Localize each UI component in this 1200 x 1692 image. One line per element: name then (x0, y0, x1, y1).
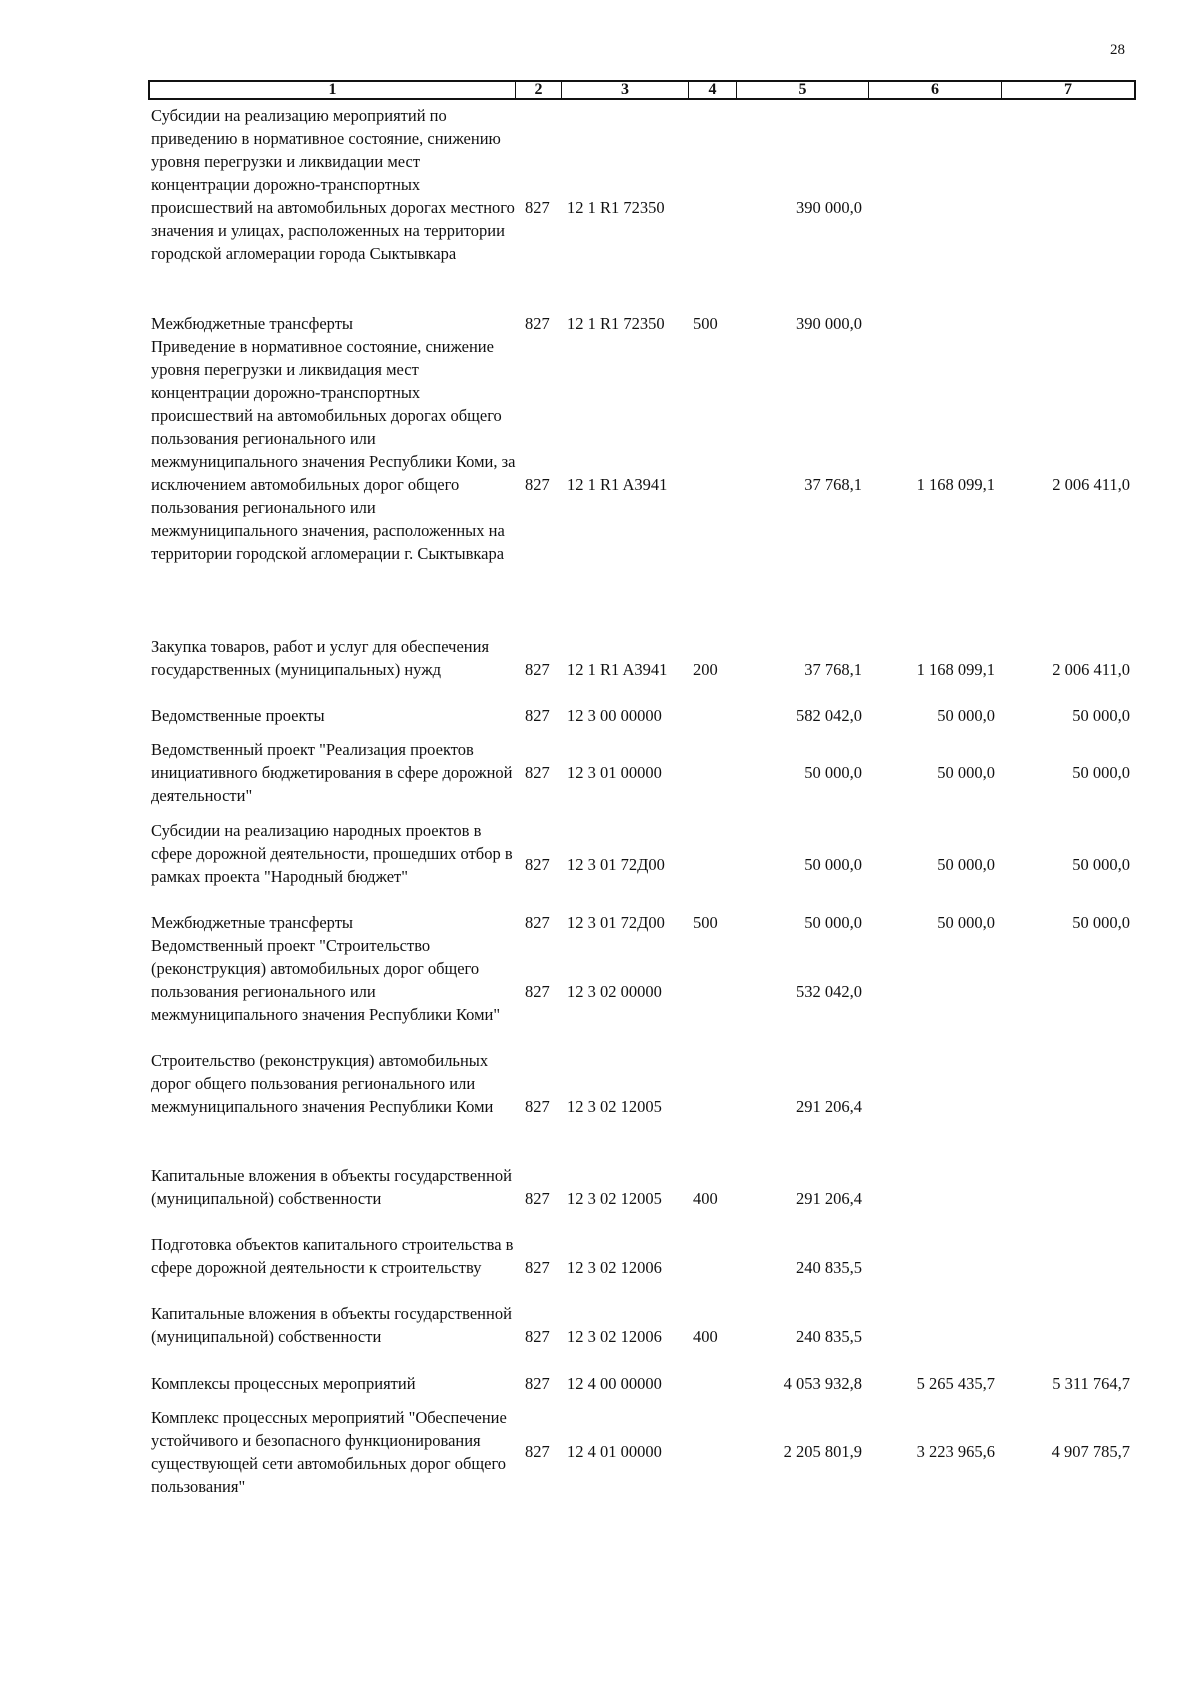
row-code: 827 (525, 660, 550, 679)
row-code: 827 (525, 1097, 550, 1116)
column-header-2: 2 (516, 82, 562, 98)
row-code: 827 (525, 1258, 550, 1277)
row-value-6: 3 223 965,6 (916, 1442, 995, 1461)
row-value-5: 390 000,0 (796, 314, 862, 333)
row-expense-type: 200 (693, 660, 718, 679)
row-value-5: 50 000,0 (804, 913, 862, 932)
row-code: 827 (525, 198, 550, 217)
row-value-5: 50 000,0 (804, 855, 862, 874)
row-target-article: 12 3 02 12005 (567, 1097, 662, 1116)
row-target-article: 12 1 R1 72350 (567, 314, 665, 333)
row-code: 827 (525, 1189, 550, 1208)
row-code: 827 (525, 475, 550, 494)
row-target-article: 12 3 01 00000 (567, 763, 662, 782)
row-value-6: 1 168 099,1 (916, 475, 995, 494)
row-code: 827 (525, 913, 550, 932)
row-code: 827 (525, 763, 550, 782)
row-value-6: 1 168 099,1 (916, 660, 995, 679)
row-code: 827 (525, 1327, 550, 1346)
row-target-article: 12 1 R1 72350 (567, 198, 665, 217)
row-value-6: 50 000,0 (937, 913, 995, 932)
row-code: 827 (525, 1374, 550, 1393)
row-name: Межбюджетные трансферты (151, 314, 354, 333)
row-value-5: 37 768,1 (804, 660, 862, 679)
row-value-7: 50 000,0 (1072, 763, 1130, 782)
row-name: Приведение в нормативное состояние, снижение уровня перегрузки и ликвидация мест концентрации дорожно-транспортных происшествий на автомобильных дорогах общего пользования регионального или межмуниципального значения Республики Коми, за исключением автомобильных дорог общего пользования регионального или межмуниципального значения, расположенных на территории городской агломерации г. Сыктывкара (151, 337, 516, 563)
row-code: 827 (525, 1442, 550, 1461)
row-value-7: 2 006 411,0 (1052, 660, 1130, 679)
row-target-article: 12 3 02 12005 (567, 1189, 662, 1208)
row-target-article: 12 1 R1 A3941 (567, 475, 668, 494)
row-value-7: 50 000,0 (1072, 855, 1130, 874)
column-header-7: 7 (1064, 81, 1072, 98)
row-value-6: 50 000,0 (937, 855, 995, 874)
table-header (148, 80, 1136, 100)
row-value-5: 4 053 932,8 (783, 1374, 862, 1393)
row-name: Межбюджетные трансферты (151, 913, 354, 932)
row-expense-type: 400 (693, 1189, 718, 1208)
row-value-6: 5 265 435,7 (916, 1374, 995, 1393)
column-header-5: 5 (737, 82, 869, 98)
row-name: Строительство (реконструкция) автомобильных дорог общего пользования регионального или межмуниципального значения Республики Коми (151, 1051, 494, 1116)
row-target-article: 12 3 00 00000 (567, 706, 662, 725)
row-name: Закупка товаров, работ и услуг для обеспечения государственных (муниципальных) нужд (151, 637, 490, 679)
row-value-5: 37 768,1 (804, 475, 862, 494)
page-number: 28 (1110, 42, 1125, 58)
column-header-6: 6 (869, 82, 1002, 98)
row-value-5: 240 835,5 (796, 1327, 862, 1346)
row-name: Комплексы процессных мероприятий (151, 1374, 416, 1393)
row-code: 827 (525, 314, 550, 333)
row-target-article: 12 4 01 00000 (567, 1442, 662, 1461)
row-name: Капитальные вложения в объекты государственной (муниципальной) собственности (151, 1166, 512, 1208)
row-name: Субсидии на реализацию мероприятий по приведению в нормативное состояние, снижению уровня перегрузки и ликвидации мест концентрации дорожно-транспортных происшествий на автомобильных дорогах местного значения и улицах, расположенных на территории городской агломерации города Сыктывкара (151, 106, 515, 263)
column-header-4: 4 (689, 82, 737, 98)
row-value-5: 50 000,0 (804, 763, 862, 782)
row-name: Ведомственный проект "Реализация проектов инициативного бюджетирования в сфере дорожной деятельности" (151, 740, 513, 805)
row-value-7: 2 006 411,0 (1052, 475, 1130, 494)
column-header-3: 3 (562, 82, 689, 98)
row-value-7: 4 907 785,7 (1051, 1442, 1130, 1461)
row-target-article: 12 3 02 12006 (567, 1258, 662, 1277)
row-target-article: 12 1 R1 A3941 (567, 660, 668, 679)
row-target-article: 12 4 00 00000 (567, 1374, 662, 1393)
row-name: Ведомственный проект "Строительство (реконструкция) автомобильных дорог общего пользования регионального или межмуниципального значения Республики Коми" (151, 936, 501, 1024)
row-value-7: 50 000,0 (1072, 913, 1130, 932)
row-value-5: 291 206,4 (796, 1097, 862, 1116)
row-target-article: 12 3 02 00000 (567, 982, 662, 1001)
row-value-7: 50 000,0 (1072, 706, 1130, 725)
row-name: Ведомственные проекты (151, 706, 325, 725)
row-value-5: 582 042,0 (796, 706, 862, 725)
row-target-article: 12 3 01 72Д00 (567, 855, 665, 874)
row-value-5: 532 042,0 (796, 982, 862, 1001)
row-value-5: 2 205 801,9 (783, 1442, 862, 1461)
row-name: Субсидии на реализацию народных проектов в сфере дорожной деятельности, прошедших отбор в рамках проекта "Народный бюджет" (151, 821, 513, 886)
row-name: Подготовка объектов капитального строительства в сфере дорожной деятельности к строительству (151, 1235, 514, 1277)
row-expense-type: 500 (693, 314, 718, 333)
row-code: 827 (525, 706, 550, 725)
row-code: 827 (525, 982, 550, 1001)
row-name: Капитальные вложения в объекты государственной (муниципальной) собственности (151, 1304, 512, 1346)
row-value-7: 5 311 764,7 (1052, 1374, 1130, 1393)
column-header-1: 1 (150, 82, 516, 98)
row-code: 827 (525, 855, 550, 874)
row-value-5: 291 206,4 (796, 1189, 862, 1208)
row-name: Комплекс процессных мероприятий "Обеспечение устойчивого и безопасного функционирования существующей сети автомобильных дорог общего пользования" (151, 1408, 507, 1496)
row-value-5: 390 000,0 (796, 198, 862, 217)
row-target-article: 12 3 01 72Д00 (567, 913, 665, 932)
row-value-6: 50 000,0 (937, 763, 995, 782)
row-value-6: 50 000,0 (937, 706, 995, 725)
row-value-5: 240 835,5 (796, 1258, 862, 1277)
row-target-article: 12 3 02 12006 (567, 1327, 662, 1346)
row-expense-type: 400 (693, 1327, 718, 1346)
row-expense-type: 500 (693, 913, 718, 932)
